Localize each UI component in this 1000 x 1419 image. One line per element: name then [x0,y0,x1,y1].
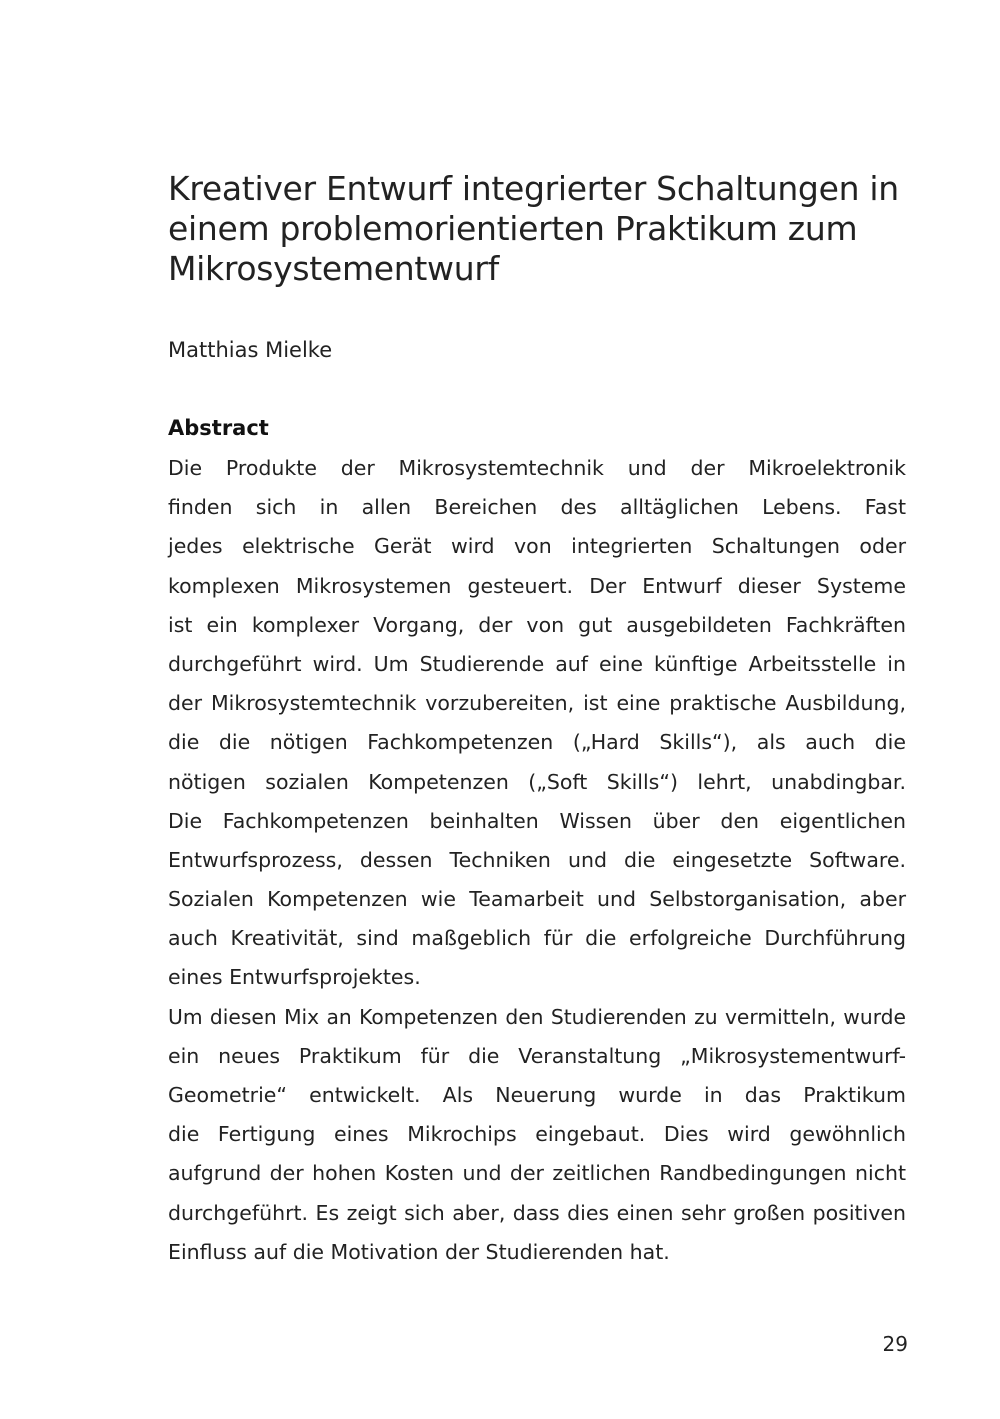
abstract-line: Geometrie“ entwickelt. Als Neuerung wurde in das Praktikum [168,1083,906,1107]
title-line: Mikrosystementwurf [168,249,499,288]
abstract-line: Die Produkte der Mikrosystemtechnik und der Mikroelektronik [168,456,906,480]
abstract-line: durchgeführt wird. Um Studierende auf eine künftige Arbeitsstelle in [168,651,906,676]
abstract-line: ein neues Praktikum für die Veranstaltung „Mikrosystementwurf- [168,1043,906,1068]
title-line: Kreativer Entwurf integrierter Schaltungen in [168,169,899,208]
abstract-line: Um diesen Mix an Kompetenzen den Studierenden zu vermitteln, wurde [168,1004,906,1029]
abstract-line: finden sich in allen Bereichen des alltäglichen Lebens. Fast [168,495,906,520]
abstract-line: Sozialen Kompetenzen wie Teamarbeit und Selbstorganisation, aber [168,887,906,912]
title-line: einem problemorientierten Praktikum zum [168,209,858,248]
page-number: 29 [882,1332,908,1356]
abstract-line: aufgrund der hohen Kosten und der zeitlichen Randbedingungen nicht [168,1161,906,1186]
abstract-line: eines Entwurfsprojektes. [168,965,421,990]
abstract-heading: Abstract [168,416,269,440]
abstract-line: komplexen Mikrosystemen gesteuert. Der Entwurf dieser Systeme [168,573,906,598]
abstract-line: Die Fachkompetenzen beinhalten Wissen über den eigentlichen [168,808,906,833]
abstract-line: nötigen sozialen Kompetenzen („Soft Skills“) lehrt, unabdingbar. [168,769,906,794]
author-name: Matthias Mielke [168,338,333,362]
abstract-line: der Mikrosystemtechnik vorzubereiten, ist eine praktische Ausbildung, [168,691,906,716]
abstract-line: die Fertigung eines Mikrochips eingebaut. Dies wird gewöhnlich [168,1122,906,1147]
abstract-line: die die nötigen Fachkompetenzen („Hard Skills“), als auch die [168,730,906,755]
abstract-line: Entwurfsprozess, dessen Techniken und die eingesetzte Software. [168,847,906,872]
abstract-body [168,449,906,1272]
abstract-line: Einfluss auf die Motivation der Studierenden hat. [168,1239,670,1264]
abstract-line: ist ein komplexer Vorgang, der von gut ausgebildeten Fachkräften [168,612,906,637]
paper-title [168,169,908,289]
abstract-line: durchgeführt. Es zeigt sich aber, dass dies einen sehr großen positiven [168,1200,906,1225]
abstract-line: auch Kreativität, sind maßgeblich für die erfolgreiche Durchführung [168,926,906,951]
abstract-line: jedes elektrische Gerät wird von integrierten Schaltungen oder [168,534,906,559]
